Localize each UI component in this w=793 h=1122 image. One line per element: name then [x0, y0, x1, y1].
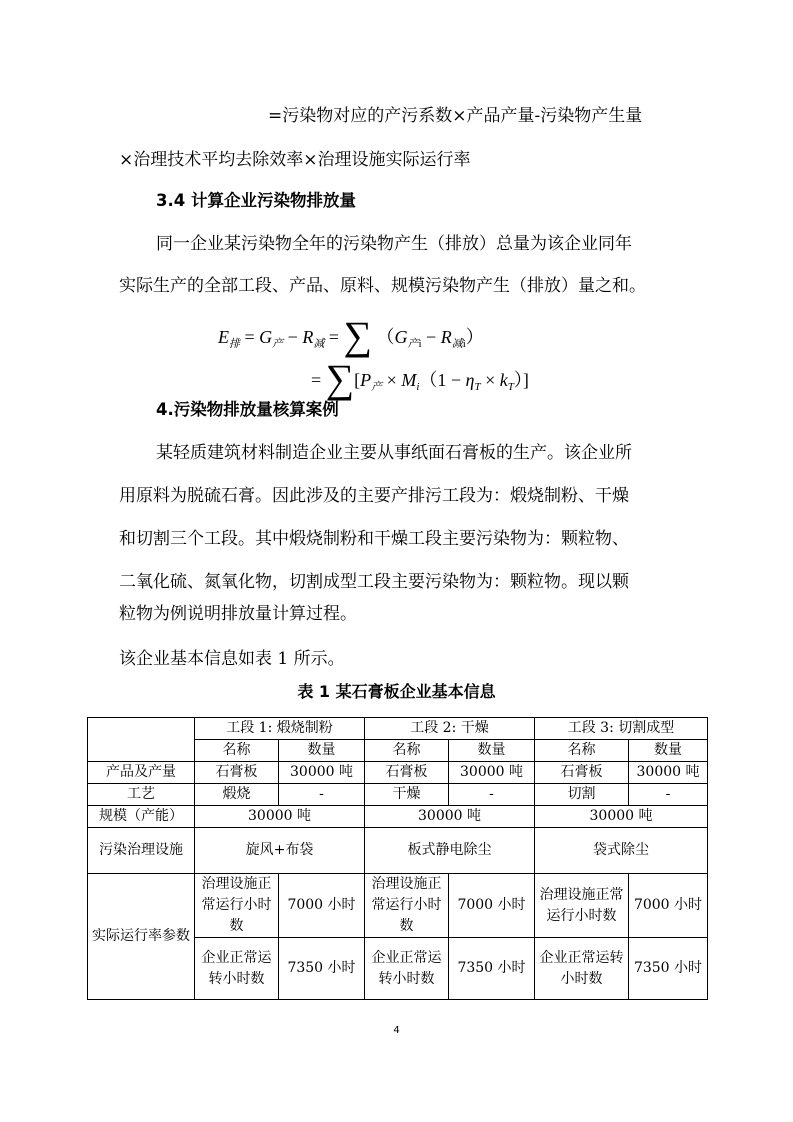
table-cell: 实际运行率参数	[88, 874, 195, 1000]
table-row	[88, 718, 708, 740]
table-cell: 工段 1: 煅烧制粉	[195, 718, 365, 740]
table-cell: 30000 吨	[535, 806, 708, 828]
paragraph-2-line-3: 和切割三个工段。其中煅烧制粉和干燥工段主要污染物为：颗粒物、	[119, 529, 629, 549]
table-cell: 7000 小时	[629, 874, 708, 938]
table-cell: 企业正常运转小时数	[195, 938, 279, 1000]
table-cell: 名称	[535, 740, 629, 762]
table-cell: 企业正常运转小时数	[535, 938, 629, 1000]
table-cell: 7350 小时	[629, 938, 708, 1000]
table-row	[88, 874, 708, 938]
table-cell: 30000 吨	[279, 762, 365, 784]
table-cell: 数量	[449, 740, 535, 762]
table-cell: 工段 2: 干燥	[365, 718, 535, 740]
table-cell: 名称	[365, 740, 449, 762]
formula-continuation-line-1: =污染物对应的产污系数×产品产量-污染物产生量	[268, 106, 643, 126]
paragraph-2-line-2: 用原料为脱硫石膏。因此涉及的主要产排污工段为：煅烧制粉、干燥	[119, 486, 629, 506]
table-cell: 7000 小时	[279, 874, 365, 938]
table-caption: 表 1 某石膏板企业基本信息	[297, 682, 496, 701]
table-cell: 7000 小时	[449, 874, 535, 938]
formula-continuation-line-2: ×治理技术平均去除效率×治理设施实际运行率	[119, 150, 471, 170]
table-cell: 7350 小时	[449, 938, 535, 1000]
table-cell: 数量	[279, 740, 365, 762]
emission-formula-line-2: = $\sum[P_产 \times M_i(1 - \eta_T \times k_T)]$	[311, 356, 529, 401]
table-cell: 石膏板	[195, 762, 279, 784]
table-cell: 企业正常运转小时数	[365, 938, 449, 1000]
table-cell: 治理设施正常运行小时数	[365, 874, 449, 938]
table-cell: 7350 小时	[279, 938, 365, 1000]
table-cell: 治理设施正常运行小时数	[195, 874, 279, 938]
table-row	[88, 762, 708, 784]
table-cell: 数量	[629, 740, 708, 762]
table-cell: -	[279, 784, 365, 806]
table-cell: 工艺	[88, 784, 195, 806]
paragraph-2-line-5: 粒物为例说明排放量计算过程。	[119, 604, 357, 624]
table-cell: -	[449, 784, 535, 806]
table-cell: 板式静电除尘	[365, 828, 535, 874]
table-cell: 袋式除尘	[535, 828, 708, 874]
paragraph-3: 该企业基本信息如表 1 所示。	[119, 649, 345, 669]
paragraph-1-line-1: 同一企业某污染物全年的污染物产生（排放）总量为该企业同年	[156, 234, 632, 254]
table-cell: 石膏板	[365, 762, 449, 784]
table-cell: 30000 吨	[449, 762, 535, 784]
table-row	[88, 784, 708, 806]
paragraph-2-line-4: 二氧化硫、氮氧化物，切割成型工段主要污染物为：颗粒物。现以颗	[119, 572, 629, 592]
paragraph-2-line-1: 某轻质建筑材料制造企业主要从事纸面石膏板的生产。该企业所	[156, 443, 632, 463]
table-cell: 30000 吨	[629, 762, 708, 784]
table-cell: 石膏板	[535, 762, 629, 784]
table-cell: 工段 3: 切割成型	[535, 718, 708, 740]
paragraph-1-line-2: 实际生产的全部工段、产品、原料、规模污染物产生（排放）量之和。	[119, 276, 646, 296]
section-heading-3-4: 3.4 计算企业污染物排放量	[156, 191, 356, 210]
page-number: 4	[393, 1025, 400, 1036]
table-cell: 30000 吨	[195, 806, 365, 828]
table-cell: 产品及产量	[88, 762, 195, 784]
table-cell: 污染治理设施	[88, 828, 195, 874]
emission-formula-line-1: $E_排 = G_产 - R_减$ = ∑ $(G_{产i} - R_{减i})$	[218, 313, 484, 358]
table-cell: 旋风+布袋	[195, 828, 365, 874]
table-cell: 切割	[535, 784, 629, 806]
table-cell: 治理设施正常运行小时数	[535, 874, 629, 938]
section-heading-4: 4.污染物排放量核算案例	[156, 400, 339, 419]
table-cell: -	[629, 784, 708, 806]
table-cell: 干燥	[365, 784, 449, 806]
table-cell: 30000 吨	[365, 806, 535, 828]
table-row	[88, 806, 708, 828]
table-cell: 名称	[195, 740, 279, 762]
table-cell: 煅烧	[195, 784, 279, 806]
table-cell: 规模（产能）	[88, 806, 195, 828]
enterprise-info-table	[87, 717, 708, 1000]
table-cell	[88, 718, 195, 762]
table-row	[88, 828, 708, 874]
